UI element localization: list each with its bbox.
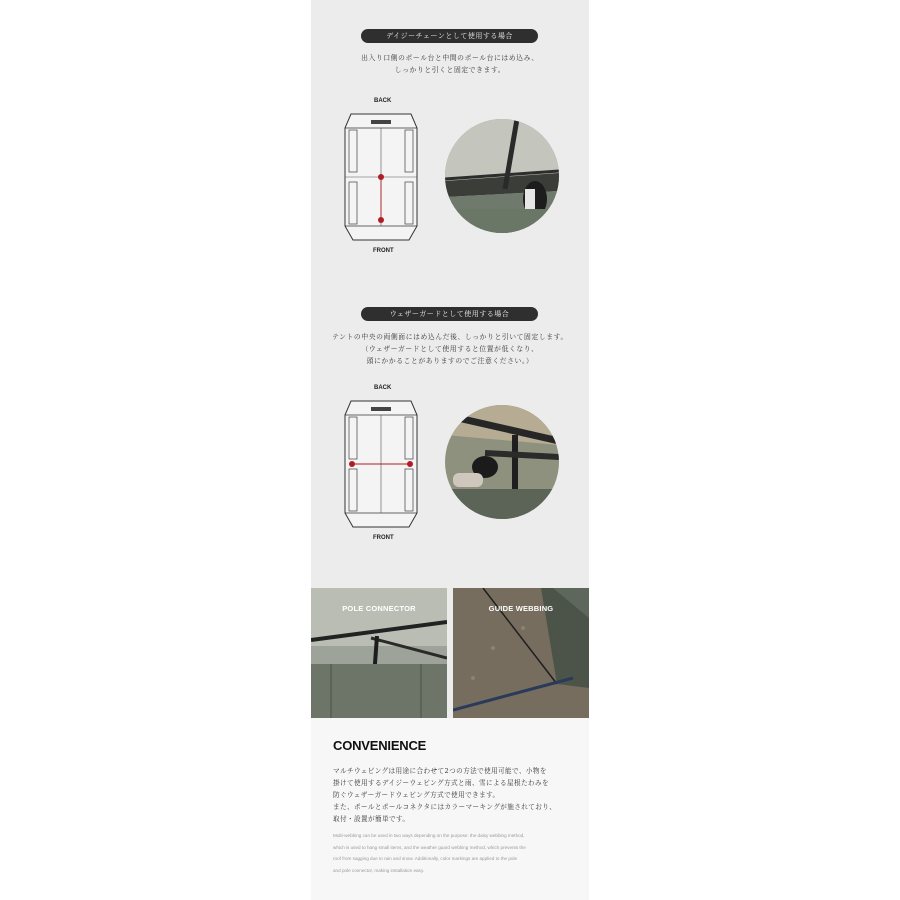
desc-line: しっかりと引くと固定できます。 <box>394 66 506 74</box>
tent-diagram-daisy <box>343 108 419 244</box>
convenience-title: CONVENIENCE <box>333 738 427 753</box>
front-label: FRONT <box>373 535 394 541</box>
desc-line: 頭にかかることがありますのでご注意ください。） <box>366 357 534 365</box>
image-tiles <box>311 588 589 718</box>
front-label: FRONT <box>373 248 394 254</box>
desc-line: （ウェザーガードとして使用すると位置が低くなり、 <box>361 345 539 353</box>
convenience-jp-text <box>333 765 588 825</box>
en-line: and pole connector, making installation easy. <box>333 867 425 873</box>
pole-connector-tile <box>311 588 447 718</box>
jp-line: 取付・設置が簡単です。 <box>333 815 410 823</box>
jp-line: また、ポールとポールコネクタにはカラーマーキングが施されており、 <box>333 803 557 811</box>
en-line: which is used to hang small items, and the weather guard webbing method, which prevents the <box>333 844 526 850</box>
jp-line: 掛けて使用するデイジーウェビング方式と雨、雪による屋根たわみを <box>333 779 549 787</box>
en-line: roof from sagging due to rain and snow. Additionally, color markings are applied to the pole <box>333 856 518 862</box>
jp-line: マルチウェビングは用途に合わせて2つの方法で使用可能で、小物を <box>333 767 547 775</box>
weather-guard-heading: ウェザーガードとして使用する場合 <box>361 307 538 321</box>
daisy-chain-description <box>311 52 589 76</box>
en-line: Multi-webbing can be used in two ways depending on the purpose: the daisy webbing method, <box>333 833 525 838</box>
pole-connector-label: POLE CONNECTOR <box>342 604 416 613</box>
daisy-chain-photo <box>445 119 559 233</box>
guide-webbing-label: GUIDE WEBBING <box>488 604 554 613</box>
desc-line: テントの中央の両側面にはめ込んだ後、しっかりと引いて固定します。 <box>332 333 568 341</box>
back-label: BACK <box>374 385 392 391</box>
daisy-chain-heading: デイジーチェーンとして使用する場合 <box>361 29 538 43</box>
convenience-en-text <box>333 830 563 876</box>
content-column <box>311 0 589 900</box>
guide-webbing-tile <box>453 588 589 718</box>
desc-line: 出入り口側のポール台と中間のポール台にはめ込み、 <box>361 54 539 62</box>
jp-line: 防ぐウェザーガードウェビング方式で使用できます。 <box>333 791 500 799</box>
back-label: BACK <box>374 98 392 104</box>
weather-guard-photo <box>445 405 559 519</box>
convenience-section <box>311 718 589 900</box>
weather-guard-description <box>311 331 589 367</box>
tent-diagram-weather-guard <box>343 395 419 531</box>
